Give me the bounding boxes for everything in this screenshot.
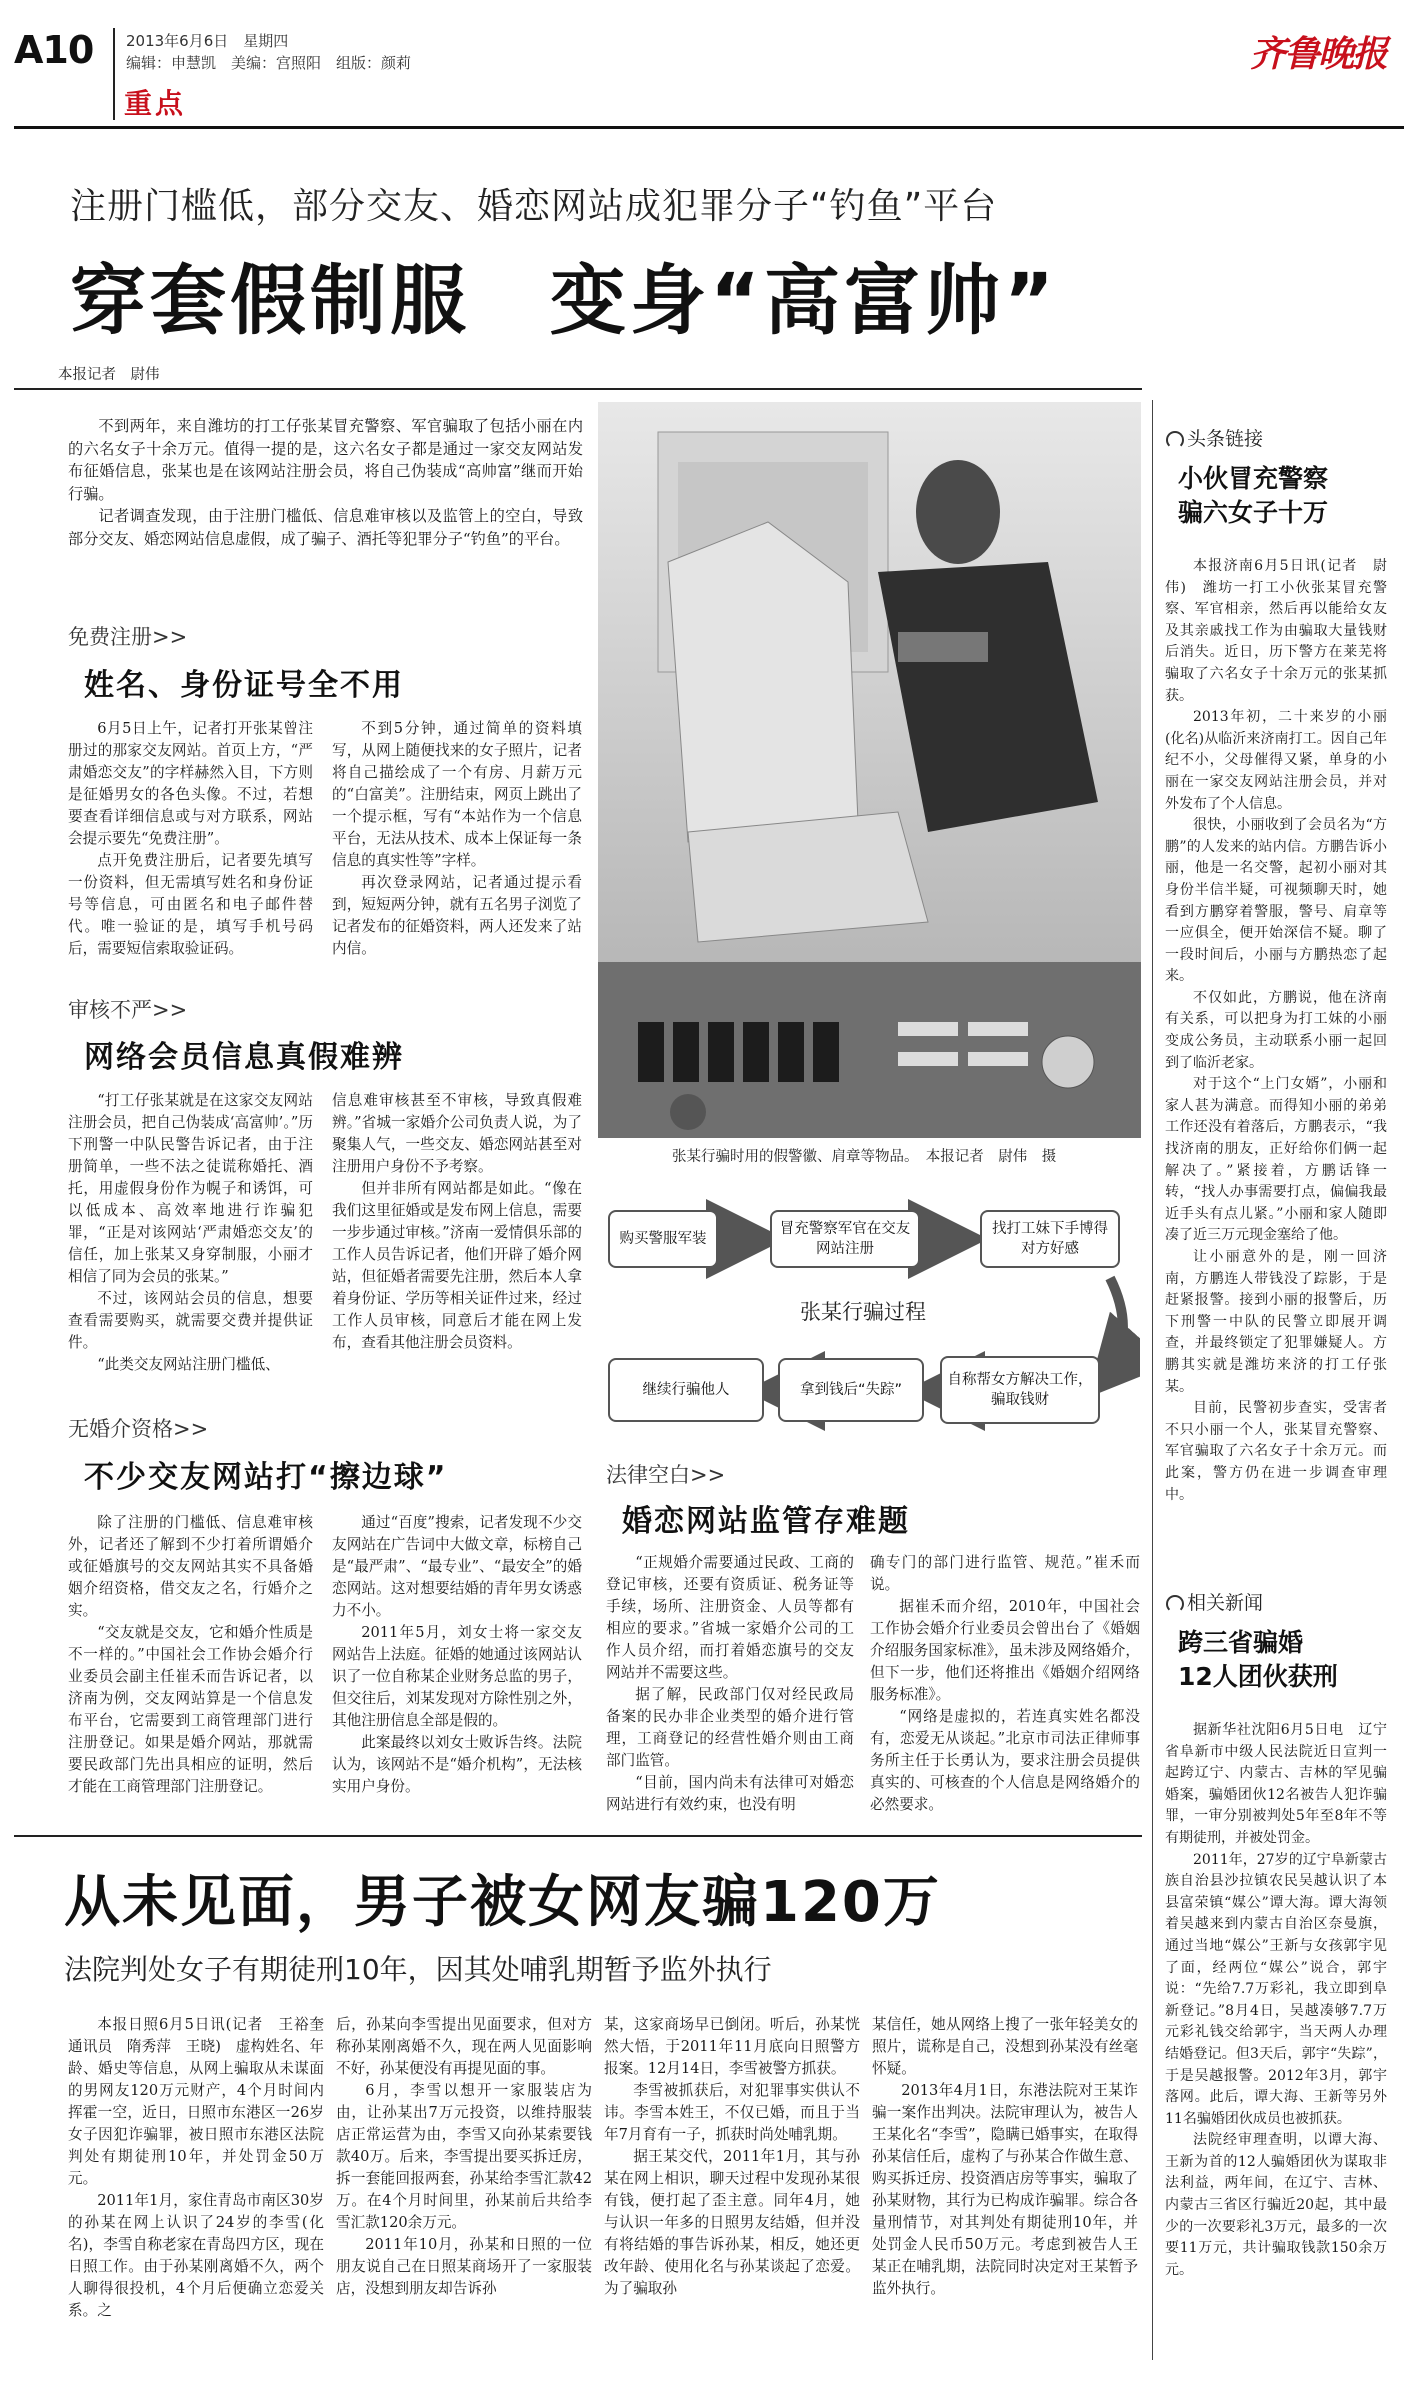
masthead-rule <box>14 126 1404 129</box>
body-paragraph: 除了注册的门槛低、信息难审核外，记者还了解到不少打着所谓婚介或征婚旗号的交友网站其实不具备婚姻介绍资格，借交友之名，行婚介之实。 <box>68 1514 313 1619</box>
body-paragraph: 信息难审核甚至不审核，导致真假难辨。”省城一家婚介公司负责人说，为了聚集人气，一些交友、婚恋网站甚至对注册用户身份不予考察。 <box>332 1092 582 1175</box>
second-col-2 <box>336 2014 592 2300</box>
sidebar-body-2 <box>1165 1720 1387 2281</box>
body-paragraph: 法院经审理查明，以谭大海、王新为首的12人骗婚团伙为谋取非法利益，两年间，在辽宁、吉林、内蒙古三省区行骗近20起，其中最少的一次要彩礼3万元，最多的一次要11万元，共计骗取钱款150余万元。 <box>1165 2132 1387 2278</box>
flow-step-5: 拿到钱后“失踪” <box>778 1358 924 1422</box>
body-paragraph: 点开免费注册后，记者要先填写一份资料，但无需填写姓名和身份证号等信息，可由匿名和电子邮件替代。唯一验证的是，填写手机号码后，需要短信索取验证码。 <box>68 852 313 957</box>
sidebar-tag-label: 头条链接 <box>1187 428 1264 450</box>
body-paragraph: 据崔禾而介绍，2010年，中国社会工作协会婚介行业委员会曾出台了《婚姻介绍服务国家标准》，虽未涉及网络婚介，但下一步，他们还将推出《婚姻介绍网络服务标准》。 <box>870 1598 1140 1703</box>
body-paragraph: “打工仔张某就是在这家交友网站注册会员，把自己伪装成‘高富帅’。”历下刑警一中队民警告诉记者，由于注册简单，一些不法之徒谎称婚托、酒托，用虚假身份作为幌子和诱饵，可以低成本、高效率地进行诈骗犯罪，“正是对该网站‘严肃婚恋交友’的信任，加上张某又身穿制服，小丽才相信了同为会员的张某。” <box>68 1092 313 1285</box>
second-subhead: 法院判处女子有期徒刑10年，因其处哺乳期暂予监外执行 <box>64 1953 772 1986</box>
section-title-no-license: 不少交友网站打“擦边球” <box>84 1460 448 1495</box>
section-body-no-license-left <box>68 1512 313 1798</box>
flow-title: 张某行骗过程 <box>800 1300 926 1324</box>
body-paragraph: “交友就是交友，它和婚介性质是不一样的。”中国社会工作协会婚介行业委员会副主任崔禾而告诉记者，以济南为例，交友网站算是一个信息发布平台，它需要到工商管理部门进行注册登记。如果是婚介网站，那就需要民政部门先出具相应的证明，然后才能在工商管理部门注册登记。 <box>68 1624 313 1795</box>
page-number: A10 <box>14 28 94 72</box>
body-paragraph: 后，孙某向李雪提出见面要求，但对方称孙某刚离婚不久，现在两人见面影响不好，孙某便没有再提见面的事。 <box>336 2016 592 2077</box>
body-paragraph: 不到5分钟，通过简单的资料填写，从网上随便找来的女子照片，记者将自己描绘成了一个有房、月薪万元的“白富美”。注册结束，网页上跳出了一个提示框，写有“本站作为一个信息平台，无法从技术、成本上保证每一条信息的真实性等”字样。 <box>332 720 582 869</box>
body-paragraph: 6月5日上午，记者打开张某曾注册过的那家交友网站。首页上方，“严肃婚恋交友”的字样赫然入目，下方则是征婚男女的各色头像。不过，若想要查看详细信息或与对方联系，网站会提示要先“免费注册”。 <box>68 720 313 847</box>
second-col-1 <box>68 2014 339 2322</box>
section-body-lax-review-left <box>68 1090 313 1376</box>
body-paragraph: 不仅如此，方鹏说，他在济南有关系，可以把身为打工妹的小丽变成公务员，主动联系小丽一起回到了临沂老家。 <box>1165 989 1387 1071</box>
body-paragraph: 李雪被抓获后，对犯罪事实供认不讳。李雪本姓王，不仅已婚，而且于当年7月育有一子，抓获时尚处哺乳期。 <box>604 2082 860 2143</box>
body-paragraph: 很快，小丽收到了会员名为“方鹏”的人发来的站内信。方鹏告诉小丽，他是一名交警，起初小丽对其身份半信半疑，可视频聊天时，她看到方鹏穿着警服，警号、肩章等一应俱全，便开始深信不疑。聊了一段时间后，小丽与方鹏热恋了起来。 <box>1165 817 1387 985</box>
half-circle-icon <box>1166 431 1184 449</box>
body-paragraph: “此类交友网站注册门槛低、 <box>97 1356 280 1373</box>
flow-step-3: 找打工妹下手博得对方好感 <box>980 1210 1120 1268</box>
sidebar-body-1 <box>1165 556 1387 1506</box>
body-paragraph: 2011年10月，孙某和日照的一位朋友说自己在日照某商场开了一家服装店，没想到朋友却告诉孙 <box>336 2236 592 2297</box>
section-body-free-registration-right <box>332 718 582 960</box>
section-tag-lax-review: 审核不严>> <box>68 998 188 1022</box>
body-paragraph: 2013年4月1日，东港法院对王某诈骗一案作出判决。法院审理认为，被告人王某化名“李雪”，隐瞒已婚事实，在取得孙某信任后，虚构了与孙某合作做生意、购买拆迁房、投资酒店房等事实，骗取了孙某财物，其行为已构成诈骗罪。综合各量刑情节，对其判处有期徒刑10年，并处罚金人民币50万元。考虑到被告人王某正在哺乳期，法院同时决定对王某暂予监外执行。 <box>872 2082 1138 2297</box>
lead-headline: 穿套假制服 变身“高富帅” <box>70 256 1058 345</box>
intro-paragraph: 不到两年，来自潍坊的打工仔张某冒充警察、军官骗取了包括小丽在内的六名女子十余万元。值得一提的是，这六名女子都是通过一家交友网站发布征婚信息，张某也是在该网站注册会员，将自己伪装成“高帅富”继而开始行骗。 <box>68 417 583 503</box>
body-paragraph: 本报济南6月5日讯(记者 尉伟) 潍坊一打工小伙张某冒充警察、军官相亲，然后再以能给女友及其亲戚找工作为由骗取大量钱财后消失。近日，历下警方在莱芜将骗取了六名女子十余万元的张某抓获。 <box>1165 558 1387 704</box>
body-paragraph: 本报日照6月5日讯(记者 王裕奎 通讯员 隋秀萍 王晓) 虚构姓名、年龄、婚史等信息，从网上骗取从未谋面的男网友120万元财产，4个月时间内挥霍一空，近日，日照市东港区一26岁女子因犯诈骗罪，被日照市东港区法院判处有期徒刑10年，并处罚金50万元。 <box>68 2016 339 2187</box>
section-body-free-registration-left <box>68 718 313 960</box>
section-title-free-registration: 姓名、身份证号全不用 <box>84 668 404 703</box>
issue-date: 2013年6月6日 星期四 <box>126 32 289 50</box>
sidebar-headline-1: 小伙冒充警察 骗六女子十万 <box>1178 464 1329 527</box>
section-body-legal-gap-right <box>870 1552 1140 1816</box>
body-paragraph: “正规婚介需要通过民政、工商的登记审核，还要有资质证、税务证等手续，场所、注册资金、人员等都有相应的要求。”省城一家婚介公司的工作人员介绍，而打着婚恋旗号的交友网站并不需要这些。 <box>606 1554 854 1681</box>
police-uniform-photo <box>598 402 1141 1138</box>
column-divider <box>1152 400 1153 2360</box>
lead-intro <box>68 415 583 550</box>
body-paragraph: 再次登录网站，记者通过提示看到，短短两分钟，就有五名男子浏览了记者发布的征婚资料，两人还发来了站内信。 <box>332 874 582 957</box>
body-paragraph: 让小丽意外的是，刚一回济南，方鹏连人带钱没了踪影，于是赶紧报警。接到小丽的报警后，历下刑警一中队的民警立即展开调查，并最终锁定了犯罪嫌疑人。方鹏其实就是潍坊来济的打工仔张某。 <box>1165 1249 1387 1395</box>
sidebar-tag-related-news <box>1166 1588 1263 1615</box>
body-paragraph: 6月，李雪以想开一家服装店为由，让孙某出7万元投资，以维持服装店正常运营为由，李雪又向孙某索要钱款40万。后来，李雪提出要买拆迁房，拆一套能回报两套，孙某给李雪汇款42万。在4个月时间里，孙某前后共给李雪汇款120余万元。 <box>336 2082 592 2231</box>
body-paragraph: 对于这个“上门女婿”，小丽和家人甚为满意。而得知小丽的弟弟工作还没有着落后，方鹏表示，“我找济南的朋友，正好给你们俩一起解决了。”紧接着，方鹏话锋一转，“找人办事需要打点，偏偏我最近手头有点儿紧。”小丽和家人随即凑了近三万元现金塞给了他。 <box>1165 1076 1387 1244</box>
section-body-legal-gap-left <box>606 1552 854 1816</box>
second-col-4 <box>872 2014 1138 2300</box>
lead-rule <box>14 388 1142 390</box>
body-paragraph: 2011年，27岁的辽宁阜新蒙古族自治县沙拉镇农民吴越认识了本县富荣镇“媒公”谭大海。谭大海领着吴越来到内蒙古自治区奈曼旗，通过当地“媒公”王新与女孩郭宇见了面，经两位“媒公”说合，郭宇说：“先给7.7万彩礼，我立即到阜新登记。”8月4日，吴越凑够7.7万元彩礼钱交给郭宇，当天两人办理结婚登记。但3天后，郭宇“失踪”，于是吴越报警。2012年3月，郭宇落网。此后，谭大海、王新等另外11名骗婚团伙成员也被抓获。 <box>1165 1851 1387 2127</box>
body-paragraph: 某，这家商场早已倒闭。听后，孙某恍然大悟，于2011年11月底向日照警方报案。12月14日，李雪被警方抓获。 <box>604 2016 860 2077</box>
body-paragraph: 2011年5月，刘女士将一家交友网站告上法庭。征婚的她通过该网站认识了一位自称某企业财务总监的男子，但交往后，刘某发现对方除性别之外，其他注册信息全部是假的。 <box>332 1624 582 1729</box>
section-title-lax-review: 网络会员信息真假难辨 <box>84 1040 404 1075</box>
section-tag-legal-gap: 法律空白>> <box>606 1463 726 1487</box>
second-headline: 从未见面，男子被女网友骗120万 <box>64 1870 941 1935</box>
flow-step-6: 继续行骗他人 <box>608 1358 764 1422</box>
lead-photo <box>598 402 1141 1138</box>
body-paragraph: 据王某交代，2011年1月，其与孙某在网上相识，聊天过程中发现孙某很有钱，便打起了歪主意。同年4月，她与认识一年多的日照男友结婚，但并没有将结婚的事告诉孙某，相反，她还更改年龄、使用化名与孙某谈起了恋爱。为了骗取孙 <box>604 2148 860 2297</box>
sidebar-headline-2: 跨三省骗婚 12人团伙获刑 <box>1178 1628 1338 1691</box>
second-col-3 <box>604 2014 860 2300</box>
body-paragraph: 但并非所有网站都是如此。“像在我们这里征婚或是发布网上信息，需要一步步通过审核。”济南一爱情俱乐部的工作人员告诉记者，他们开辟了婚介网站，但征婚者需要先注册，然后本人拿着身份证、学历等相关证件过来，经过工作人员审核，同意后才能在网上发布，查看其他注册会员资料。 <box>332 1180 582 1351</box>
flow-step-2: 冒充警察军官在交友网站注册 <box>770 1210 920 1268</box>
section-body-no-license-right <box>332 1512 582 1798</box>
section-label: 重点 <box>124 87 187 120</box>
body-paragraph: 通过“百度”搜索，记者发现不少交友网站在广告词中大做文章，标榜自己是“最严肃”、“最专业”、“最安全”的婚恋网站。这对想要结婚的青年男女诱惑力不小。 <box>332 1514 582 1619</box>
story-separator <box>14 1835 1142 1837</box>
sidebar-tag-label: 相关新闻 <box>1187 1592 1264 1614</box>
body-paragraph: 确专门的部门进行监管、规范。”崔禾而说。 <box>870 1554 1140 1593</box>
intro-paragraph: 记者调查发现，由于注册门槛低、信息难审核以及监管上的空白，导致部分交友、婚恋网站信息虚假，成了骗子、酒托等犯罪分子“钓鱼”的平台。 <box>68 507 583 548</box>
body-paragraph: 不过，该网站会员的信息，想要查看需要购买，就需要交费并提供证件。 <box>68 1290 313 1351</box>
flow-step-4: 自称帮女方解决工作，骗取钱财 <box>940 1356 1100 1424</box>
lead-kicker: 注册门槛低，部分交友、婚恋网站成犯罪分子“钓鱼”平台 <box>70 186 998 227</box>
section-title-legal-gap: 婚恋网站监管存难题 <box>622 1504 910 1539</box>
body-paragraph: “目前，国内尚未有法律可对婚恋网站进行有效约束，也没有明 <box>606 1774 854 1813</box>
body-paragraph: 目前，民警初步查实，受害者不只小丽一个人，张某冒充警察、军官骗取了六名女子十余万元。而此案，警方仍在进一步调查审理中。 <box>1165 1400 1387 1503</box>
section-tag-no-license: 无婚介资格>> <box>68 1417 209 1441</box>
section-tag-free-registration: 免费注册>> <box>68 625 188 649</box>
body-paragraph: 某信任，她从网络上搜了一张年轻美女的照片，谎称是自己，没想到孙某没有丝毫怀疑。 <box>872 2016 1138 2077</box>
sidebar-tag-headline-link <box>1166 424 1263 451</box>
half-circle-icon <box>1166 1595 1184 1613</box>
masthead-divider <box>113 28 115 120</box>
body-paragraph: 据了解，民政部门仅对经民政局备案的民办非企业类型的婚介进行管理，工商登记的经营性婚介则由工商部门监管。 <box>606 1686 854 1769</box>
flowchart <box>600 1188 1140 1448</box>
body-paragraph: 据新华社沈阳6月5日电 辽宁省阜新市中级人民法院近日宣判一起跨辽宁、内蒙古、吉林的罕见骗婚案，骗婚团伙12名被告人犯诈骗罪，一审分别被判处5年至8年不等有期徒刑，并被处罚金。 <box>1165 1722 1387 1846</box>
lead-byline: 本报记者 尉伟 <box>58 367 160 383</box>
section-body-lax-review-right <box>332 1090 582 1354</box>
body-paragraph: 2013年初，二十来岁的小丽(化名)从临沂来济南打工。因自己年纪不小，父母催得又紧，单身的小丽在一家交友网站注册会员，并对外发布了个人信息。 <box>1165 709 1387 812</box>
body-paragraph: 2011年1月，家住青岛市南区30岁的孙某在网上认识了24岁的李雪(化名)，李雪自称老家在青岛四方区，现在日照工作。由于孙某刚离婚不久，两个人聊得很投机，4个月后便确立恋爱关系。之 <box>68 2192 324 2319</box>
flow-step-1: 购买警服军装 <box>608 1210 718 1268</box>
body-paragraph: 此案最终以刘女士败诉告终。法院认为，该网站不是“婚介机构”，无法核实用户身份。 <box>332 1734 582 1795</box>
body-paragraph: “网络是虚拟的，若连真实姓名都没有，恋爱无从谈起。”北京市司法正律师事务所主任于长勇认为，要求注册会员提供真实的、可核查的个人信息是网络婚介的必然要求。 <box>870 1708 1140 1813</box>
editor-credits: 编辑：申慧凯 美编：宫照阳 组版：颜莉 <box>126 54 412 72</box>
photo-caption: 张某行骗时用的假警徽、肩章等物品。 本报记者 尉伟 摄 <box>672 1149 1057 1165</box>
paper-logo: 齐鲁晚报 <box>1250 33 1387 75</box>
